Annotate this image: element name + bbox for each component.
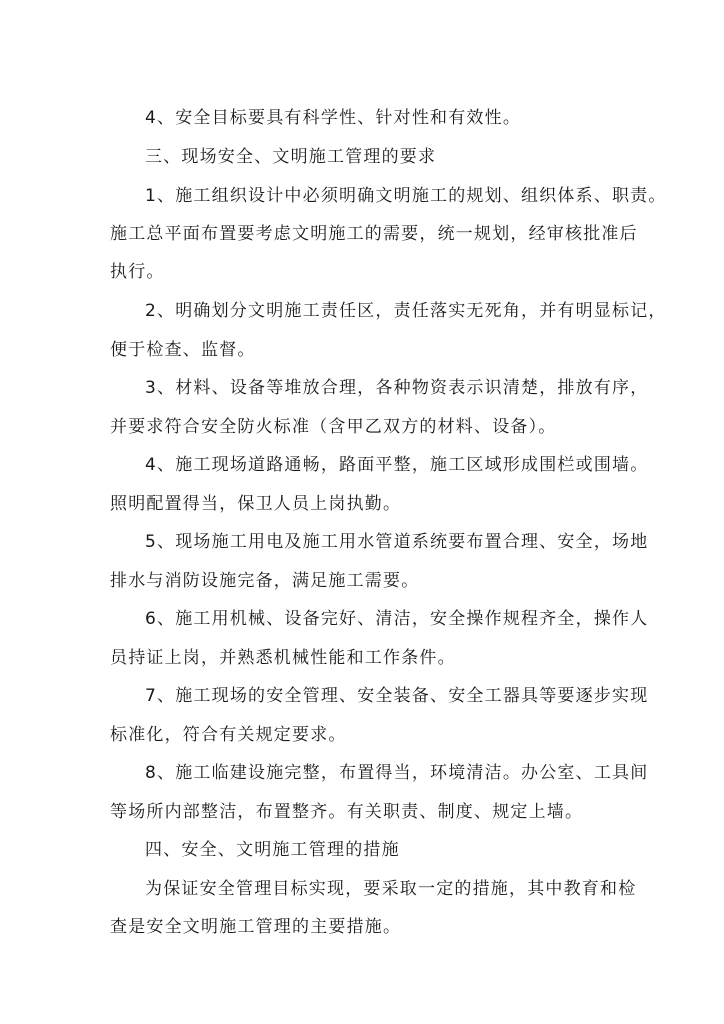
text-line: 2、明确划分文明施工责任区，责任落实无死角，并有明显标记，	[145, 301, 667, 321]
text-line: 为保证安全管理目标实现，要采取一定的措施，其中教育和检	[145, 879, 637, 899]
section-heading: 四、安全、文明施工管理的措施	[145, 840, 400, 860]
text-line: 4、施工现场道路通畅，路面平整，施工区域形成围栏或围墙。	[145, 455, 649, 475]
text-line: 6、施工用机械、设备完好、清洁，安全操作规程齐全，操作人	[145, 609, 649, 629]
section-heading: 三、现场安全、文明施工管理的要求	[145, 147, 437, 167]
text-line: 便于检查、监督。	[110, 340, 256, 360]
text-line: 施工总平面布置要考虑文明施工的需要，统一规划，经审核批准后	[110, 224, 638, 244]
text-line: 并要求符合安全防火标准（含甲乙双方的材料、设备）。	[110, 417, 557, 437]
text-line: 4、安全目标要具有科学性、针对性和有效性。	[145, 108, 522, 128]
text-line: 排水与消防设施完备，满足施工需要。	[110, 571, 420, 591]
text-line: 等场所内部整洁，布置整齐。有关职责、制度、规定上墙。	[110, 802, 584, 822]
text-line: 3、材料、设备等堆放合理，各种物资表示识清楚，排放有序，	[145, 378, 649, 398]
text-line: 8、施工临建设施完整，布置得当，环境清洁。办公室、工具间	[145, 763, 649, 783]
text-line: 7、施工现场的安全管理、安全装备、安全工器具等要逐步实现	[145, 686, 649, 706]
text-line: 5、现场施工用电及施工用水管道系统要布置合理、安全，场地	[145, 532, 649, 552]
text-line: 员持证上岗，并熟悉机械性能和工作条件。	[110, 648, 456, 668]
text-line: 执行。	[110, 262, 165, 282]
text-line: 1、施工组织设计中必须明确文明施工的规划、组织体系、职责。	[145, 186, 667, 206]
text-line: 照明配置得当，保卫人员上岗执勤。	[110, 494, 402, 514]
text-line: 查是安全文明施工管理的主要措施。	[110, 917, 402, 937]
text-line: 标准化，符合有关规定要求。	[110, 725, 347, 745]
